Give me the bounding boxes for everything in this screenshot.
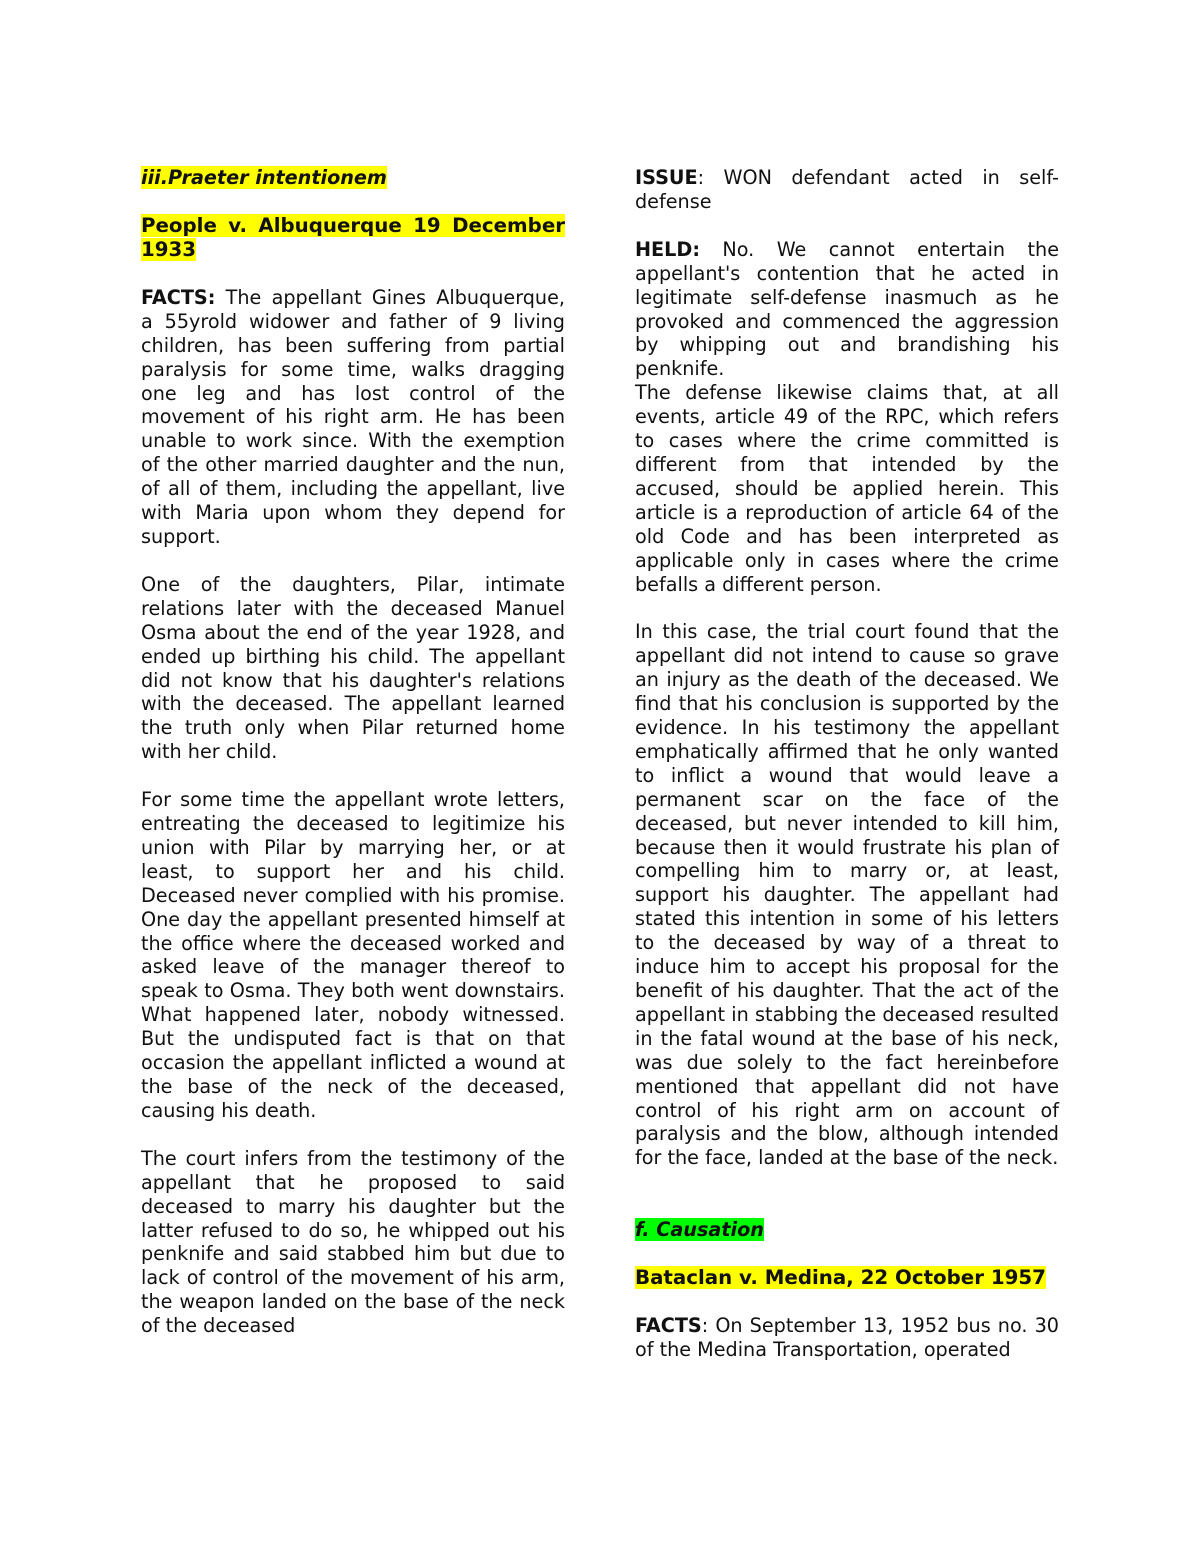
held-label: HELD: xyxy=(635,237,700,261)
bataclan-facts-text: : On September 13, 1952 bus no. 30 of the Medina Transportation, operated xyxy=(635,1314,1059,1362)
issue-text: : WON defendant acted in self-defense xyxy=(635,166,1059,213)
section-heading-causation-text: f. Causation xyxy=(635,1218,764,1242)
held-paragraph-3: In this case, the trial court found that the appellant did not intend to cause so grave an injury as the death of the deceased. We find that his conclusion is supported by the evidence. In his testimony the appellant emphatically affirmed that he only wanted to inflict a wound that would leave a permanent scar on the face of the deceased, but never intended to kill him, because then it would frustrate his plan of compelling him to marry or, at least, support his daughter. The appellant had stated this intention in some of his letters to the deceased by way of a threat to induce him to accept his proposal for the benefit of his daughter. That the act of the appellant in stabbing the deceased resulted in the fatal wound at the base of his neck, was due solely to the fact hereinbefore mentioned that appellant did not have control of his right arm on account of paralysis and the blow, although intended for the face, landed at the base of the neck. xyxy=(635,620,1059,1170)
section-heading xyxy=(141,166,565,190)
facts-paragraph xyxy=(141,286,565,549)
bataclan-facts-paragraph xyxy=(635,1314,1059,1362)
held-paragraph-2: The defense likewise claims that, at all events, article 49 of the RPC, which refers to cases where the crime committed is different from that intended by the accused, should be applied herein. This article is a reproduction of article 64 of the old Code and has been interpreted as applicable only in cases where the crime befalls a different person. xyxy=(635,381,1059,596)
facts-label: FACTS: xyxy=(141,285,216,309)
facts-paragraph-3: For some time the appellant wrote letters, entreating the deceased to legitimize his union with Pilar by marrying her, or at least, to support her and his child. Deceased never complied with his promise. One day the appellant presented himself at the office where the deceased worked and asked leave of the manager thereof to speak to Osma. They both went downstairs. What happened later, nobody witnessed. But the undisputed fact is that on that occasion the appellant inflicted a wound at the base of the neck of the deceased, causing his death. xyxy=(141,788,565,1122)
case-title-bataclan-text: Bataclan v. Medina, 22 October 1957 xyxy=(635,1266,1046,1290)
issue-label: ISSUE xyxy=(635,166,698,189)
facts-paragraph-2: One of the daughters, Pilar, intimate relations later with the deceased Manuel Osma about the end of the year 1928, and ended up birthing his child. The appellant did not know that his daughter's relations with the deceased. The appellant learned the truth only when Pilar returned home with her child. xyxy=(141,572,565,764)
held-paragraph xyxy=(635,238,1059,381)
case-title-bataclan xyxy=(635,1266,1059,1290)
section-heading-causation xyxy=(635,1218,1059,1242)
issue-paragraph xyxy=(635,166,1059,214)
left-column xyxy=(141,166,565,1338)
bataclan-facts-label: FACTS xyxy=(635,1314,702,1338)
case-title-text: People v. Albuquerque 19 December 1933 xyxy=(141,213,565,261)
facts-text: The appellant Gines Albuquerque, a 55yrold widower and father of 9 living children, has been suffering from partial paralysis for some time, walks dragging one leg and has lost control of the movement of his right arm. He has been unable to work since. With the exemption of the other married daughter and the nun, of all of them, including the appellant, live with Maria upon whom they depend for support. xyxy=(141,285,565,548)
facts-paragraph-4: The court infers from the testimony of the appellant that he proposed to said deceased to marry his daughter but the latter refused to do so, he whipped out his penknife and said stabbed him but due to lack of control of the movement of his arm, the weapon landed on the base of the neck of the deceased xyxy=(141,1146,565,1338)
section-heading-text: iii.Praeter intentionem xyxy=(141,166,387,189)
held-text: No. We cannot entertain the appellant's contention that he acted in legitimate self-defense inasmuch as he provoked and commenced the aggression by whipping out and brandishing his penknife. xyxy=(635,237,1059,381)
right-column xyxy=(635,166,1059,1362)
case-title xyxy=(141,214,565,262)
